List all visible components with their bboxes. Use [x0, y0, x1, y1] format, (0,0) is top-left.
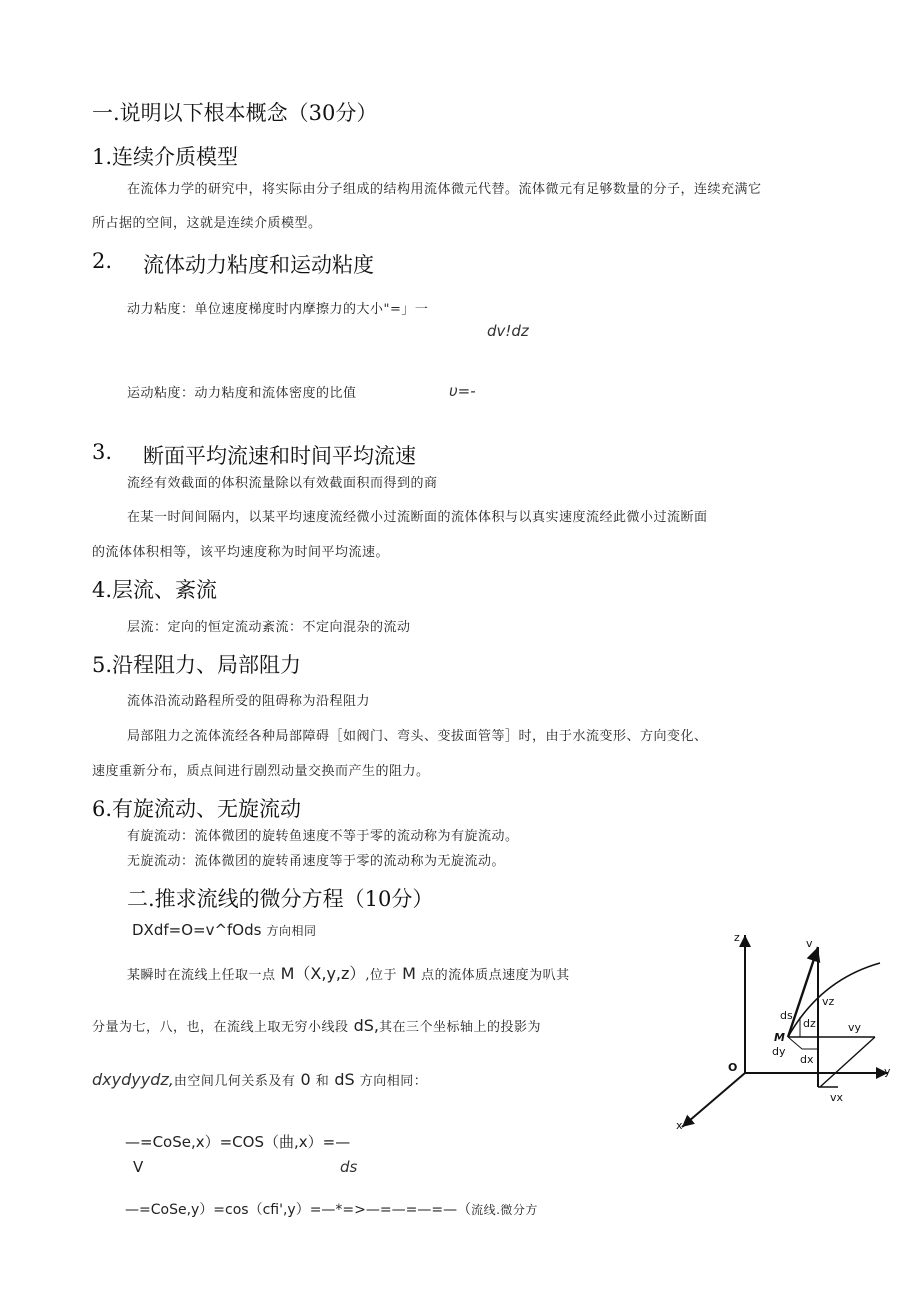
label-ds: ds	[780, 1009, 793, 1022]
label-o: O	[728, 1061, 738, 1074]
x-axis	[682, 1073, 745, 1127]
item3-line3: 的流体体积相等，该平均速度称为时间平均流速。	[92, 545, 390, 560]
paragraph-1	[127, 961, 570, 984]
label-vy: vy	[848, 1021, 862, 1034]
formula-2	[125, 1199, 538, 1219]
label-v: v	[806, 937, 813, 950]
p3-projections: dxydyydz,	[92, 1070, 174, 1089]
item4-line1: 层流：定向的恒定流动紊流：不定向混杂的流动	[127, 620, 411, 635]
label-dx: dx	[800, 1053, 814, 1066]
item3-title: 断面平均流速和时间平均流速	[143, 444, 416, 468]
paragraph-3	[92, 1070, 427, 1089]
p2-text-c: 其在三个坐标轴上的投影为	[379, 1020, 542, 1035]
item5-line2: 局部阻力之流体流经各种局部障碍［如阀门、弯头、变拔面管等］时，由于水流变形、方向变化、	[127, 729, 708, 744]
p2-text-a: 分量为七，八，也，在流线上取无穷小线段	[92, 1020, 349, 1035]
item3-line1: 流经有效截面的体积流量除以有效截面积而得到的商	[127, 476, 438, 491]
item1-title: 1.连续介质模型	[92, 145, 239, 169]
item5-title: 5.沿程阻力、局部阻力	[92, 653, 302, 677]
p3-text-f: 方向相同：	[359, 1074, 428, 1089]
dy-segment	[788, 1037, 802, 1049]
formula-1: —=CoSe,x）=COS（曲,x）=—	[125, 1133, 351, 1151]
formula-2-main: —=CoSe,y）=cos（cfi',y）=—*=>—=—=—=—（	[125, 1202, 472, 1218]
p3-text-b: 由空间几何关系及有	[173, 1074, 296, 1089]
label-dz: dz	[803, 1017, 816, 1030]
p2-ds: dS,	[353, 1016, 380, 1035]
p3-text-d: 和	[315, 1074, 330, 1089]
plane-edge	[820, 1037, 875, 1087]
p1-point: M（X,y,z）	[280, 964, 366, 983]
dynamic-viscosity-fraction: dv!dz	[487, 322, 529, 340]
label-vx: vx	[830, 1091, 844, 1104]
section1-heading: 一.说明以下根本概念（30分）	[92, 101, 378, 125]
label-z: z	[734, 931, 740, 944]
p1-text-c: ,位于	[365, 968, 398, 983]
item2-number: 2.	[92, 249, 113, 273]
streamline-equation-line	[132, 920, 317, 939]
p1-m: M	[402, 964, 416, 983]
dynamic-viscosity-line: 动力粘度：单位速度梯度时内摩擦力的大小"=」一	[127, 302, 429, 317]
label-m: M	[774, 1031, 785, 1044]
label-vz: vz	[822, 995, 835, 1008]
section2-heading: 二.推求流线的微分方程（10分）	[127, 887, 434, 911]
item4-title: 4.层流、紊流	[92, 578, 218, 602]
item3-line2: 在某一时间间隔内，以某平均速度流经微小过流断面的流体体积与以真实速度流经此微小过流断面	[127, 510, 708, 525]
p1-text-a: 某瞬时在流线上任取一点	[127, 968, 276, 983]
item6-line2: 无旋流动：流体微团的旋转甬速度等于零的流动称为无旋流动。	[127, 854, 506, 869]
paragraph-2	[92, 1016, 541, 1035]
kinematic-viscosity-line: 运动粘度：动力粘度和流体密度的比值	[127, 386, 357, 401]
streamline-equation-suffix: 方向相同	[266, 924, 317, 938]
item6-line1: 有旋流动：流体微团的旋转鱼速度不等于零的流动称为有旋流动。	[127, 829, 519, 844]
kinematic-viscosity-formula: υ=-	[449, 382, 476, 400]
item5-line3: 速度重新分布，质点间进行剧烈动量交换而产生的阻力。	[92, 764, 430, 779]
label-dy: dy	[772, 1045, 786, 1058]
streamline-equation: DXdf=O=v^fOds	[132, 921, 262, 939]
p3-zero: 0	[300, 1070, 311, 1089]
label-y: y	[884, 1065, 891, 1078]
item1-line2: 所占据的空间，这就是连续介质模型。	[92, 216, 322, 231]
item3-number: 3.	[92, 440, 113, 464]
p3-ds: dS	[334, 1070, 355, 1089]
formula-1-denominator: ds	[340, 1158, 358, 1176]
formula-2-suffix: 流线.微分方	[471, 1203, 538, 1217]
p1-text-e: 点的流体质点速度为叭其	[421, 968, 570, 983]
label-x: x	[676, 1119, 683, 1132]
item5-line1: 流体沿流动路程所受的阻碍称为沿程阻力	[127, 694, 371, 709]
item2-title: 流体动力粘度和运动粘度	[143, 253, 374, 277]
item6-title: 6.有旋流动、无旋流动	[92, 797, 302, 821]
formula-1-numerator: V	[133, 1158, 144, 1176]
item1-line1: 在流体力学的研究中，将实际由分子组成的结构用流体微元代替。流体微元有足够数量的分子，连续充满它	[127, 182, 762, 197]
streamline-figure	[670, 925, 900, 1145]
